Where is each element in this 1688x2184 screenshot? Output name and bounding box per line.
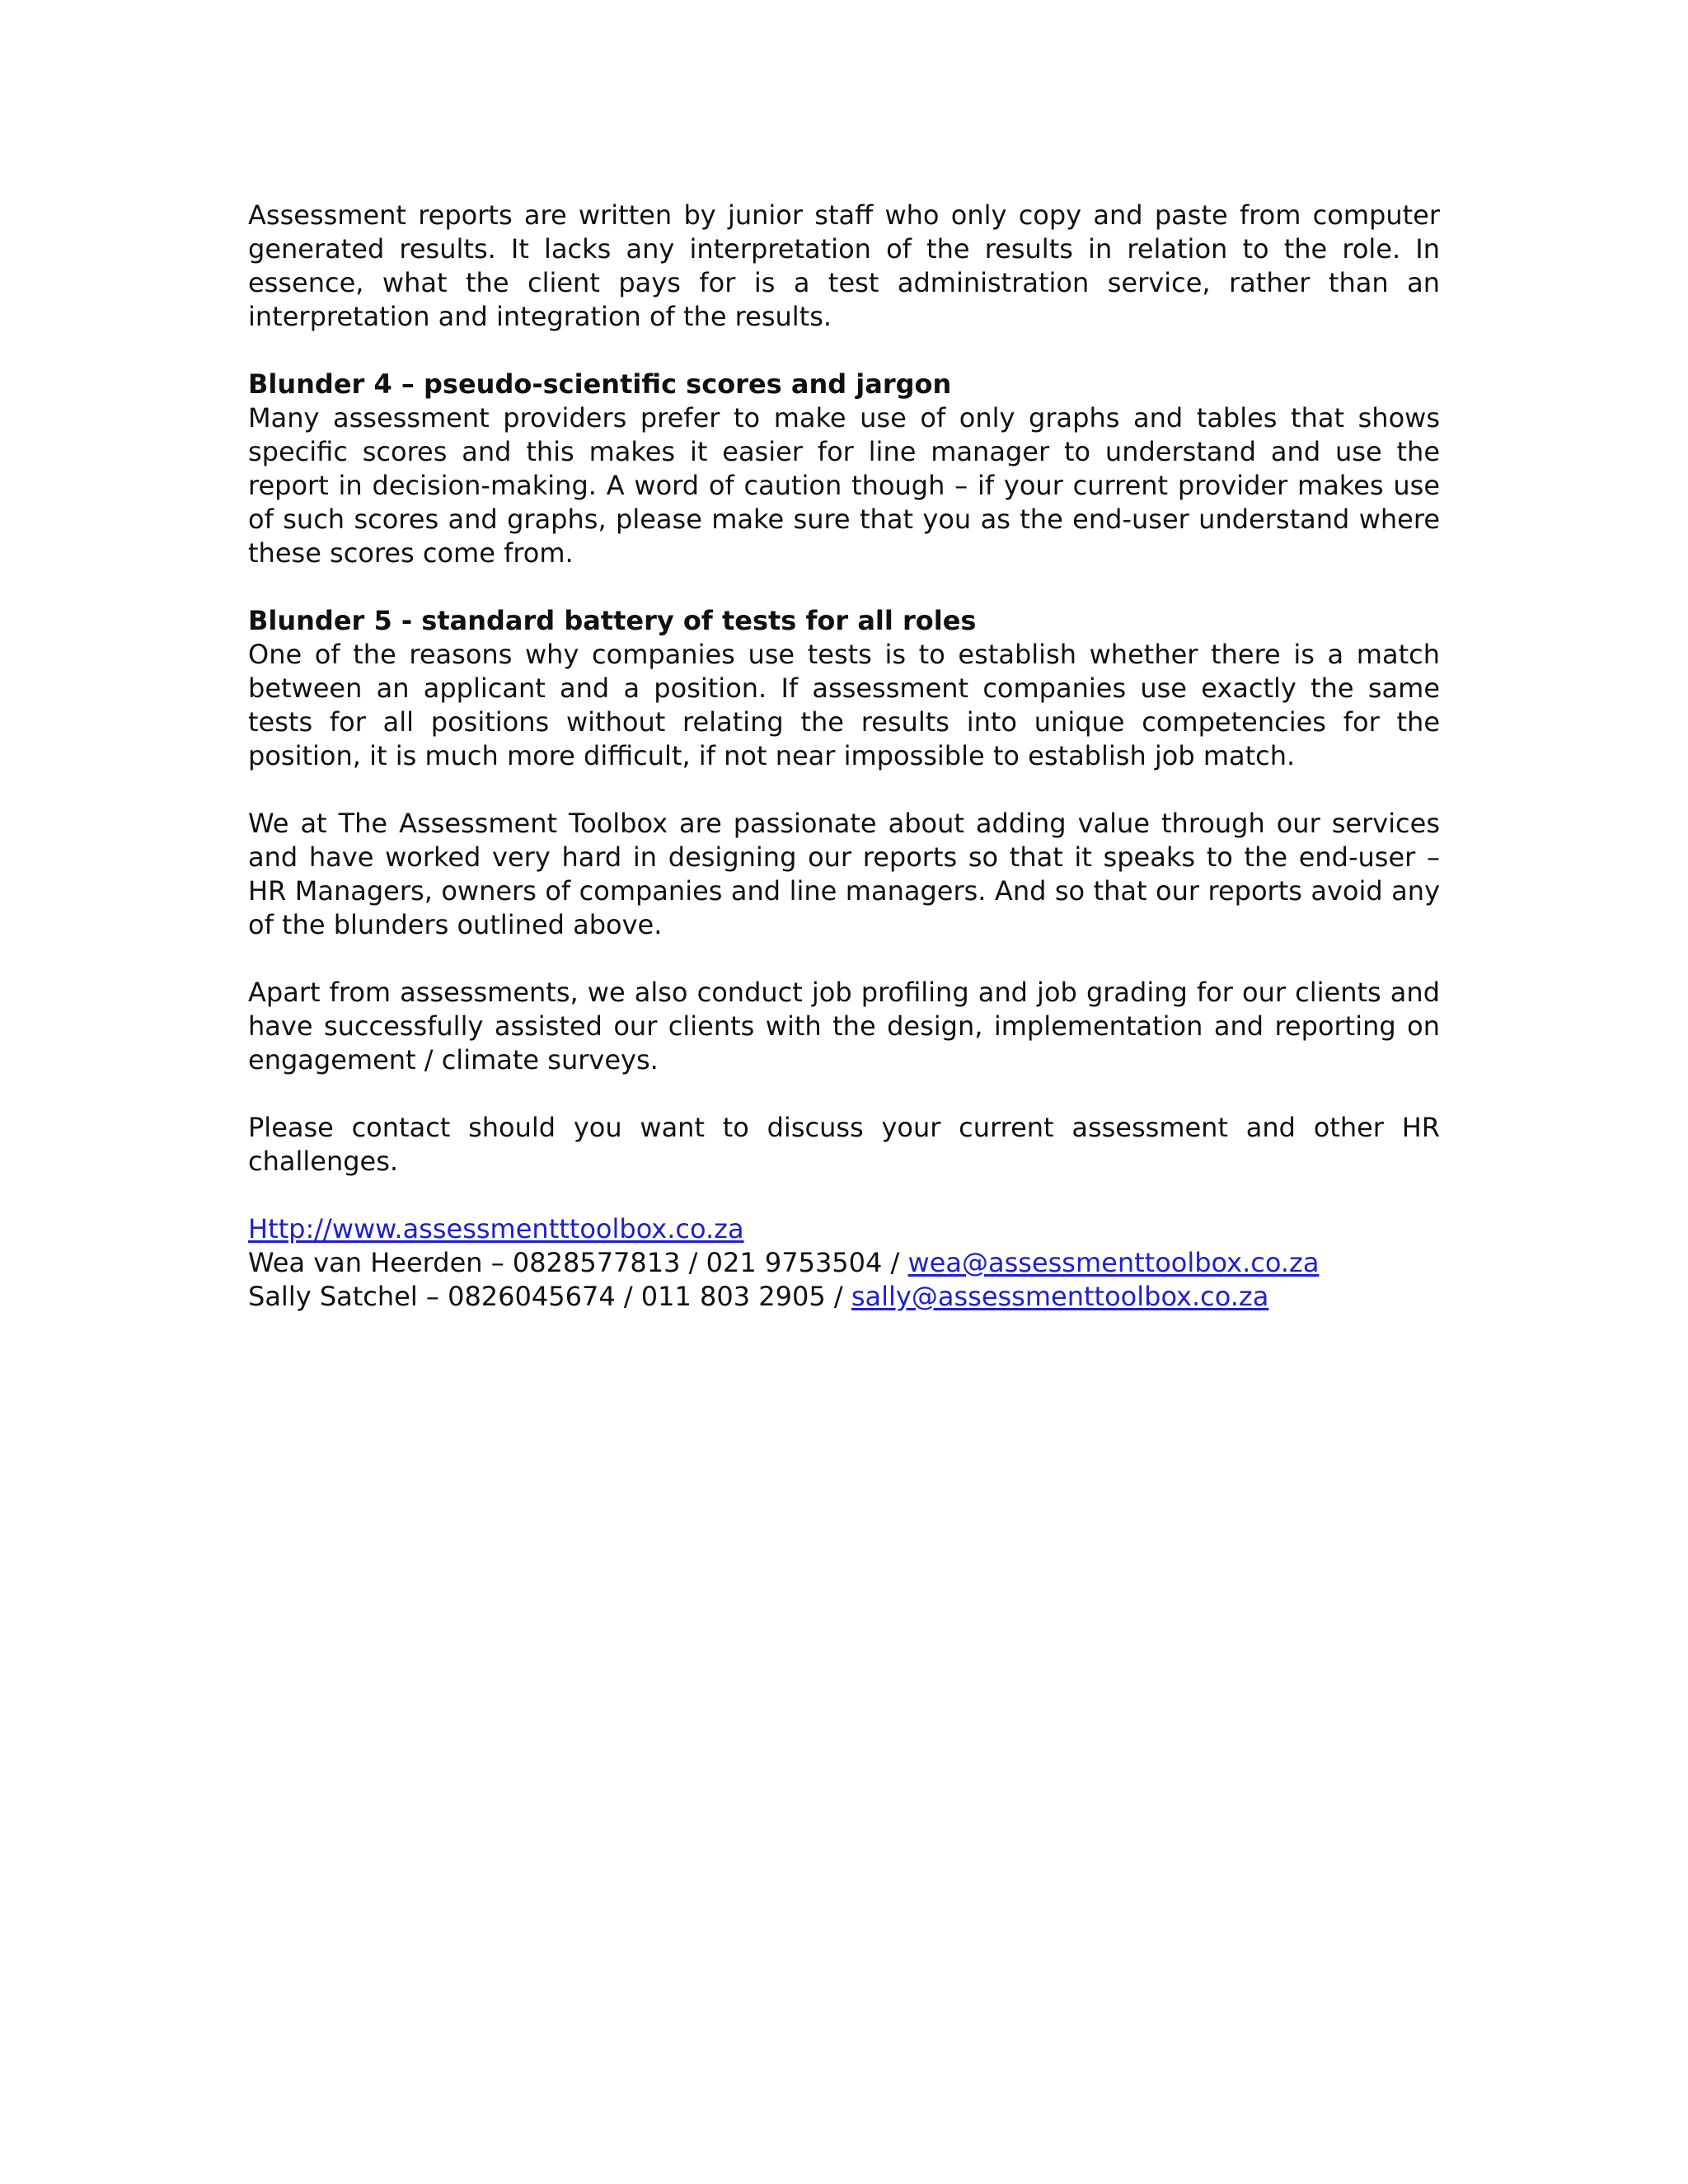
sally-email-link[interactable]: sally@assessmenttoolbox.co.za xyxy=(851,1281,1269,1312)
intro-paragraph: Assessment reports are written by junior staff who only copy and paste from computer generated results. It lacks any interpretation of the results in relation to the role. In essence, what the client pays for is a test administration service, rather than an interpretation and integration of the results. xyxy=(248,199,1440,332)
paragraph-spacer xyxy=(248,942,1440,976)
wea-contact-details: Wea van Heerden – 0828577813 / 021 9753504 / xyxy=(248,1247,908,1278)
paragraph-spacer xyxy=(248,773,1440,807)
paragraph-spacer xyxy=(248,1077,1440,1111)
blunder-4-heading: Blunder 4 – pseudo-scientific scores and jargon xyxy=(248,368,952,400)
wea-email-link[interactable]: wea@assessmenttoolbox.co.za xyxy=(907,1247,1320,1278)
sally-contact-line xyxy=(248,1280,1440,1314)
website-line xyxy=(248,1212,1440,1246)
passion-paragraph: We at The Assessment Toolbox are passionate about adding value through our services and have worked very hard in designing our reports so that it speaks to the end-user – HR Managers, owners of companies and line managers. And so that our reports avoid any of the blunders outlined above. xyxy=(248,808,1440,940)
contact-paragraph: Please contact should you want to discuss your current assessment and other HR challenges. xyxy=(248,1112,1440,1177)
blunder-5-heading: Blunder 5 - standard battery of tests for all roles xyxy=(248,605,977,636)
paragraph-spacer xyxy=(248,1179,1440,1212)
document-body xyxy=(248,199,1440,1314)
blunder-4-body: Many assessment providers prefer to make use of only graphs and tables that shows specific scores and this makes it easier for line manager to understand and use the report in decision-making. A word of caution though – if your current provider makes use of such scores and graphs, please make sure that you as the end-user understand where these scores come from. xyxy=(248,402,1440,569)
paragraph-spacer xyxy=(248,334,1440,368)
wea-contact-line xyxy=(248,1246,1440,1280)
sally-contact-details: Sally Satchel – 0826045674 / 011 803 2905 / xyxy=(248,1281,851,1312)
services-paragraph: Apart from assessments, we also conduct job profiling and job grading for our clients and have successfully assisted our clients with the design, implementation and reporting on engagement / climate surveys. xyxy=(248,977,1440,1076)
website-link[interactable]: Http://www.assessmentttoolbox.co.za xyxy=(248,1213,744,1244)
blunder-5-body: One of the reasons why companies use tests is to establish whether there is a match between an applicant and a position. If assessment companies use exactly the same tests for all positions without relating the results into unique competencies for the position, it is much more difficult, if not near impossible to establish job match. xyxy=(248,639,1440,771)
paragraph-spacer xyxy=(248,570,1440,604)
